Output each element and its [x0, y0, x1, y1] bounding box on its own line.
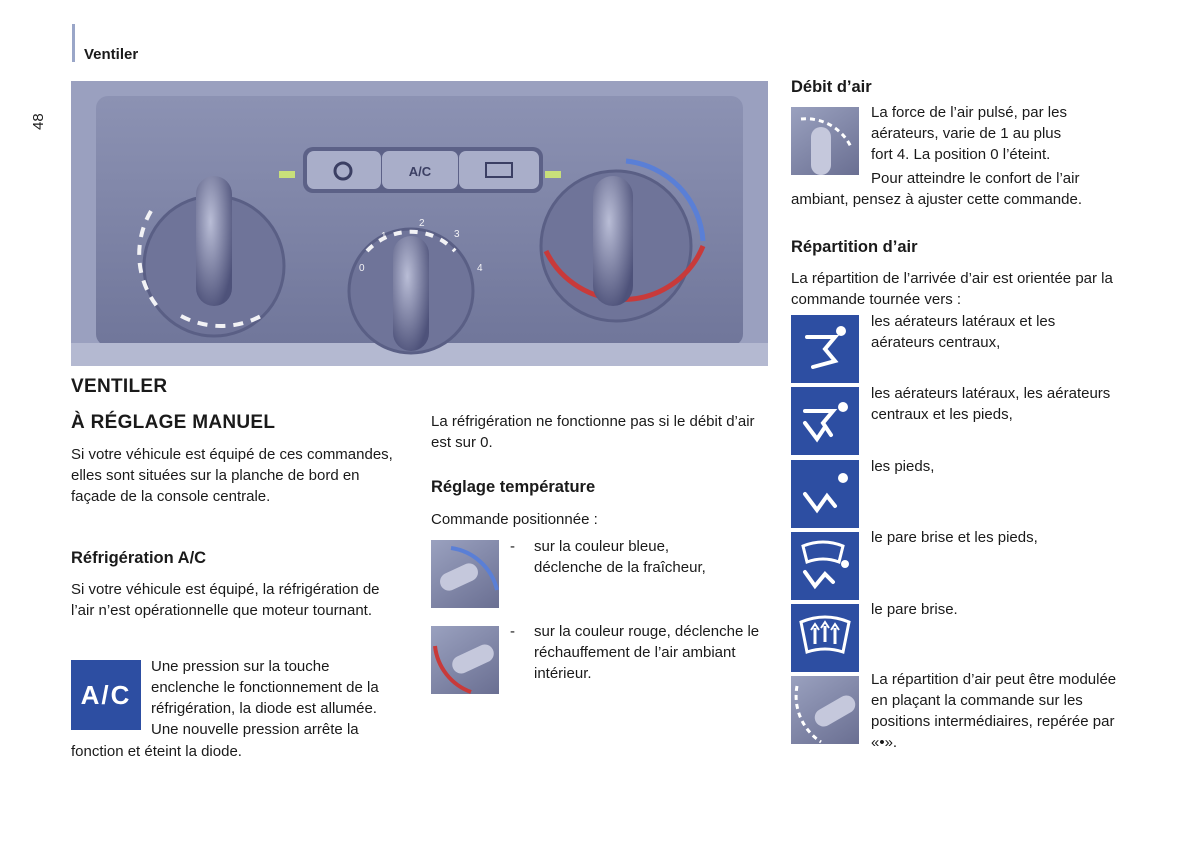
repartition-item: le pare brise et les pieds, [871, 529, 1038, 546]
repartition-item: le pare brise. [871, 601, 958, 618]
list-dash: - [510, 623, 515, 640]
debit-text-2-line2: ambiant, pensez à ajuster cette commande. [791, 191, 1082, 208]
debit-title: Débit d’air [791, 78, 872, 96]
vents-icon [791, 315, 859, 383]
ac-text-tail: fonction et éteint la diode. [71, 743, 242, 760]
fan-number-4: 4 [477, 263, 483, 274]
distribution-knob-thumbnail [791, 676, 859, 744]
fan-knob-thumbnail [791, 107, 859, 175]
repartition-title: Répartition d’air [791, 238, 918, 256]
vents-and-feet-icon [791, 387, 859, 455]
repartition-item: les aérateurs latéraux, les aérateurs centraux et les pieds, [871, 385, 1111, 423]
list-dash: - [510, 538, 515, 555]
temperature-intro: Commande positionnée : [431, 511, 598, 528]
ac-text-line: Une nouvelle pression arrête la [151, 721, 359, 738]
repartition-item: les aérateurs latéraux et les aérateurs centraux, [871, 313, 1056, 351]
heading-ventiler: VENTILER [71, 376, 168, 397]
fan-number-3: 3 [454, 229, 460, 240]
refrigeration-text: Si votre véhicule est équipé, la réfrigération de l’air n’est opérationnelle que moteur tournant. [71, 581, 380, 619]
feet-icon [791, 460, 859, 528]
section-title: Ventiler [84, 46, 139, 63]
ac-text-line: réfrigération, la diode est allumée. [151, 700, 377, 717]
knob-blue-image [431, 540, 499, 608]
knob-red-thumbnail [431, 626, 499, 694]
intro-text: Si votre véhicule est équipé de ces commandes, elles sont situées sur la planche de bord en façade de la console centrale. [71, 446, 393, 505]
windscreen-and-feet-icon [791, 532, 859, 600]
blue-description: sur la couleur bleue, déclenche de la fraîcheur, [534, 538, 706, 576]
fan-number-0: 0 [359, 263, 365, 274]
debit-text [871, 102, 1171, 165]
debit-text-line: aérateurs, varie de 1 au plus [871, 125, 1062, 142]
knob-red-image [431, 626, 499, 694]
control-panel-image [71, 81, 768, 366]
repartition-item: les pieds, [871, 458, 935, 475]
windscreen-icon [791, 604, 859, 672]
ac-icon-label: A/C [80, 679, 132, 710]
repartition-final: La répartition d’air peut être modulée en plaçant la commande sur les positions intermédiaires, repérée par «•». [871, 671, 1117, 751]
ac-icon [71, 660, 141, 730]
ac-text-line: enclenche le fonctionnement de la [151, 679, 379, 696]
page-number: 48 [30, 113, 47, 130]
header-bar [72, 24, 75, 62]
repartition-intro: La répartition de l’arrivée d’air est orientée par la commande tournée vers : [791, 270, 1113, 308]
debit-text-2-line1: Pour atteindre le confort de l’air [871, 170, 1080, 187]
temperature-title: Réglage température [431, 478, 596, 496]
ac-text [151, 656, 411, 740]
fan-knob-image [791, 107, 859, 175]
knob-blue-thumbnail [431, 540, 499, 608]
red-description: sur la couleur rouge, déclenche le réchauffement de l’air ambiant intérieur. [534, 623, 760, 682]
heading-reglage-manuel: À RÉGLAGE MANUEL [71, 412, 276, 433]
debit-text-line: La force de l’air pulsé, par les [871, 104, 1067, 121]
refrigeration-title: Réfrigération A/C [71, 549, 207, 567]
refrigeration-note: La réfrigération ne fonctionne pas si le débit d’air est sur 0. [431, 413, 755, 451]
control-panel-illustration [71, 81, 768, 366]
distribution-knob-image [791, 676, 859, 744]
debit-text-line: fort 4. La position 0 l’éteint. [871, 146, 1051, 163]
fan-number-1: 1 [381, 231, 387, 242]
ac-text-line: Une pression sur la touche [151, 658, 330, 675]
fan-number-2: 2 [419, 218, 425, 229]
ac-button-label: A/C [408, 164, 432, 179]
